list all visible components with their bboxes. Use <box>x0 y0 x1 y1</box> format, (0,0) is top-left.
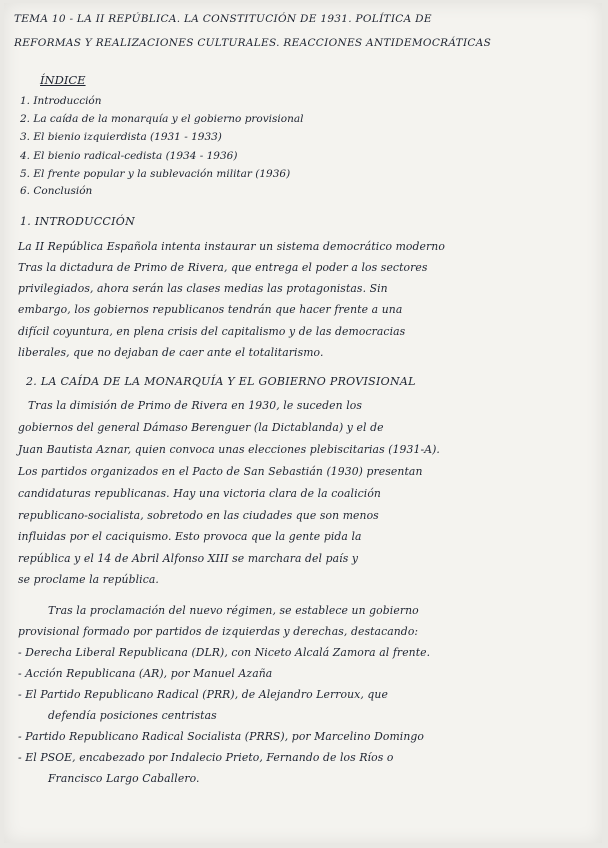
index-item: 5. El frente popular y la sublevación militar (1936) <box>20 168 291 180</box>
text-line: difícil coyuntura, en plena crisis del capitalismo y de las democracias <box>18 325 406 338</box>
text-line: Tras la dimisión de Primo de Rivera en 1930, le suceden los <box>28 399 363 412</box>
list-item: - Partido Republicano Radical Socialista (PRRS), por Marcelino Domingo <box>18 730 425 743</box>
index-heading: ÍNDICE <box>40 73 86 87</box>
list-item: - Acción Republicana (AR), por Manuel Azaña <box>18 667 273 680</box>
index-item: 4. El bienio radical-cedista (1934 - 1936) <box>20 150 238 162</box>
text-line: influidas por el caciquismo. Esto provoca que la gente pida la <box>18 530 362 543</box>
list-item: - Derecha Liberal Republicana (DLR), con Niceto Alcalá Zamora al frente. <box>18 646 431 659</box>
text-line: La II República Española intenta instaurar un sistema democrático moderno <box>18 240 445 253</box>
text-line: republicano-socialista, sobretodo en las ciudades que son menos <box>18 509 379 522</box>
index-item: 3. El bienio izquierdista (1931 - 1933) <box>20 131 222 143</box>
list-item-continuation: Francisco Largo Caballero. <box>48 772 200 785</box>
text-line: Los partidos organizados en el Pacto de San Sebastián (1930) presentan <box>18 465 423 478</box>
text-line: se proclame la república. <box>18 573 159 586</box>
text-line: privilegiados, ahora serán las clases medias las protagonistas. Sin <box>18 282 388 295</box>
text-line: gobiernos del general Dámaso Berenguer (la Dictablanda) y el de <box>18 421 384 434</box>
text-line: Tras la dictadura de Primo de Rivera, que entrega el poder a los sectores <box>18 261 428 274</box>
text-line: candidaturas republicanas. Hay una victoria clara de la coalición <box>18 487 381 500</box>
text-line: Tras la proclamación del nuevo régimen, se establece un gobierno <box>48 604 419 617</box>
list-item: - El Partido Republicano Radical (PRR), de Alejandro Lerroux, que <box>18 688 388 701</box>
index-item: 1. Introducción <box>20 95 102 107</box>
list-item-continuation: defendía posiciones centristas <box>48 709 217 722</box>
text-line: liberales, que no dejaban de caer ante el totalitarismo. <box>18 346 324 359</box>
text-line: provisional formado por partidos de izquierdas y derechas, destacando: <box>18 625 419 638</box>
index-item: 2. La caída de la monarquía y el gobierno provisional <box>20 113 304 125</box>
text-line: Juan Bautista Aznar, quien convoca unas elecciones plebiscitarias (1931-A). <box>18 443 440 456</box>
title-line-1: TEMA 10 - LA II REPÚBLICA. LA CONSTITUCIÓN DE 1931. POLÍTICA DE <box>14 13 432 25</box>
title-line-2: REFORMAS Y REALIZACIONES CULTURALES. REACCIONES ANTIDEMOCRÁTICAS <box>14 37 492 49</box>
index-item: 6. Conclusión <box>20 185 93 197</box>
text-line: república y el 14 de Abril Alfonso XIII se marchara del país y <box>18 552 359 565</box>
list-item: - El PSOE, encabezado por Indalecio Prieto, Fernando de los Ríos o <box>18 751 394 764</box>
section-1-heading: 1. INTRODUCCIÓN <box>20 215 136 228</box>
section-2-heading: 2. LA CAÍDA DE LA MONARQUÍA Y EL GOBIERNO PROVISIONAL <box>26 375 416 388</box>
text-line: embargo, los gobiernos republicanos tendrán que hacer frente a una <box>18 303 403 316</box>
handwritten-page <box>4 3 602 843</box>
